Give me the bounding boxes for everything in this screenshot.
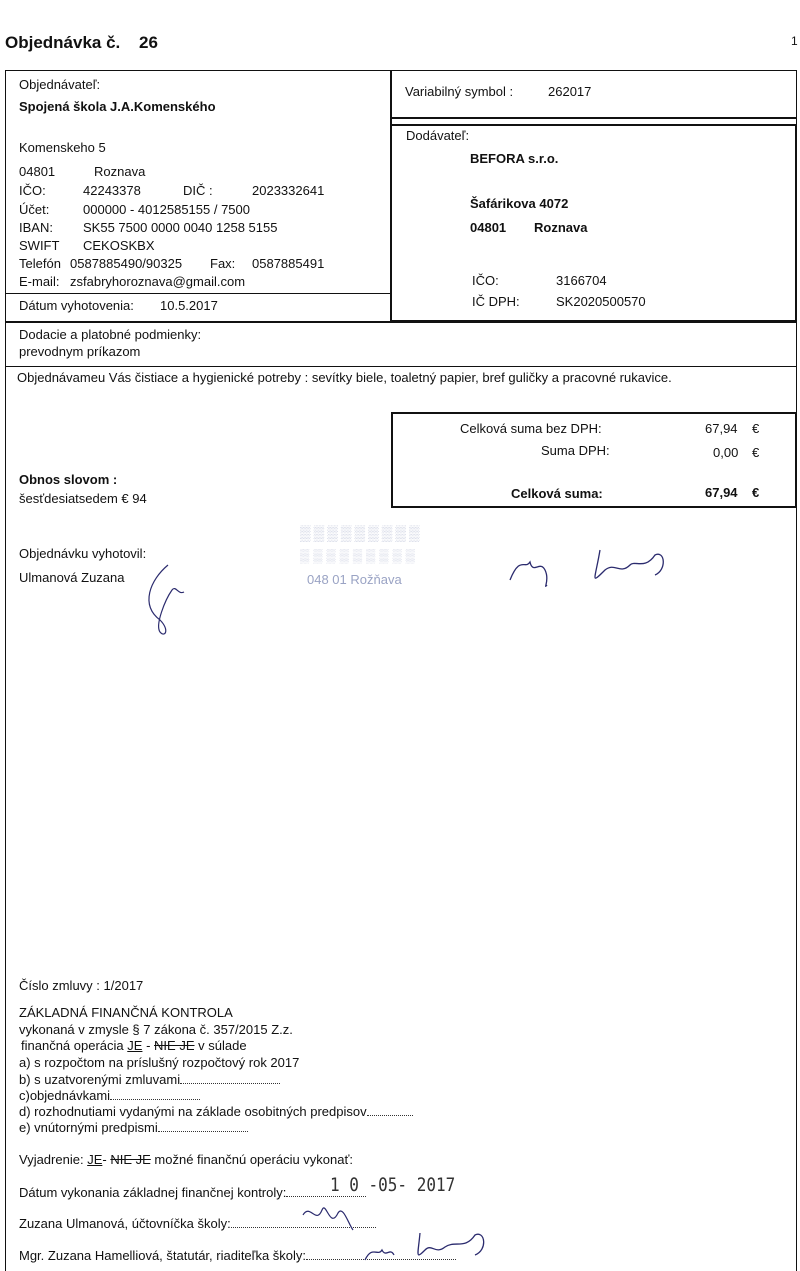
control-b-text: b) s uzatvorenými zmluvami — [19, 1072, 181, 1087]
buyer-zip: 04801 — [19, 164, 56, 179]
control-opinion — [19, 1152, 353, 1167]
buyer-account: 000000 - 4012585155 / 7500 — [83, 202, 250, 217]
contract-number: Číslo zmluvy : 1/2017 — [19, 978, 144, 993]
control-d — [19, 1104, 413, 1119]
buyer-email: zsfabryhoroznava@gmail.com — [70, 274, 246, 289]
buyer-swift-label: SWIFT — [19, 238, 60, 253]
terms-value: prevodnym príkazom — [19, 344, 141, 359]
control-e — [19, 1120, 248, 1135]
supplier-label: Dodávateľ: — [406, 128, 470, 143]
buyer-fax: 0587885491 — [252, 256, 325, 271]
control-title: ZÁKLADNÁ FINANČNÁ KONTROLA — [19, 1005, 233, 1020]
director-signature-bottom — [360, 1225, 500, 1270]
opinion-dash: - — [102, 1152, 107, 1167]
order-text: Objednávameu Vás čistiace a hygienické potreby : sevítky biele, toaletný papier, bref guličky a pracovné rukavice. — [17, 370, 672, 385]
accountant-signature — [298, 1195, 358, 1235]
terms-label: Dodacie a platobné podmienky: — [19, 327, 202, 342]
control-dash: - — [146, 1038, 151, 1053]
total-value: 67,94 — [705, 485, 738, 500]
buyer-iban-label: IBAN: — [19, 220, 53, 235]
opinion-text: možné finančnú operáciu vykonať: — [154, 1152, 353, 1167]
words-label: Obnos slovom : — [19, 472, 118, 487]
issued-by-label: Objednávku vyhotovil: — [19, 546, 147, 561]
buyer-swift: CEKOSKBX — [83, 238, 155, 253]
buyer-phone-label: Telefón — [19, 256, 61, 271]
buyer-ico-label: IČO: — [19, 183, 46, 198]
order-number: 26 — [139, 33, 158, 52]
buyer-ico: 42243378 — [83, 183, 141, 198]
vat-value: 0,00 — [713, 445, 739, 460]
net-label: Celková suma bez DPH: — [460, 421, 602, 436]
supplier-zip: 04801 — [470, 220, 507, 235]
supplier-icdph: SK2020500570 — [556, 294, 646, 309]
total-currency: € — [752, 485, 760, 500]
date-label: Dátum vyhotovenia: — [19, 298, 134, 313]
opinion-je: JE — [87, 1152, 103, 1167]
net-value: 67,94 — [705, 421, 738, 436]
control-op-label: finančná operácia — [21, 1038, 124, 1053]
document-title — [5, 33, 158, 53]
words-value: šesťdesiatsedem € 94 — [19, 491, 147, 506]
total-label: Celková suma: — [511, 486, 603, 501]
control-a: a) s rozpočtom na príslušný rozpočtový rok 2017 — [19, 1055, 300, 1070]
variable-symbol: 262017 — [548, 84, 592, 99]
control-c — [19, 1088, 200, 1103]
page-number: 1 — [791, 34, 798, 48]
control-line2 — [21, 1038, 247, 1053]
buyer-fax-label: Fax: — [210, 256, 236, 271]
accountant-label: Zuzana Ulmanová, účtovníčka školy: — [19, 1216, 231, 1231]
control-c-text: c)objednávkami — [19, 1088, 111, 1103]
control-nie-je: NIE JE — [154, 1038, 195, 1053]
divider — [6, 366, 796, 367]
control-e-text: e) vnútornými predpismi — [19, 1120, 158, 1135]
director-signature — [505, 540, 675, 600]
buyer-phone: 0587885490/90325 — [70, 256, 183, 271]
buyer-iban: SK55 7500 0000 0040 1258 5155 — [83, 220, 278, 235]
control-date-label: Dátum vykonania základnej finančnej kontroly: — [19, 1185, 287, 1200]
supplier-ico-label: IČO: — [472, 273, 499, 288]
issued-by-name: Ulmanová Zuzana — [19, 570, 125, 585]
divider — [390, 117, 796, 119]
divider — [6, 293, 390, 294]
stamp-lines: ▒▒▒▒▒▒▒▒▒ — [300, 548, 419, 563]
buyer-email-label: E-mail: — [19, 274, 60, 289]
buyer-city: Roznava — [94, 164, 146, 179]
control-d-text: d) rozhodnutiami vydanými na základe osobitných predpisov — [19, 1104, 367, 1119]
director-label: Mgr. Zuzana Hamelliová, štatutár, riaditeľka školy: — [19, 1248, 307, 1263]
control-je: JE — [127, 1038, 143, 1053]
vat-label: Suma DPH: — [541, 443, 610, 458]
control-op-suffix: v súlade — [198, 1038, 247, 1053]
buyer-street: Komenskeho 5 — [19, 140, 106, 155]
control-b — [19, 1072, 280, 1087]
variable-symbol-label: Variabilný symbol : — [405, 84, 514, 99]
buyer-account-label: Účet: — [19, 202, 50, 217]
stamp-lines: ▒▒▒▒▒▒▒▒▒ — [300, 525, 423, 542]
stamp-address: 048 01 Rožňava — [307, 572, 402, 587]
buyer-label: Objednávateľ: — [19, 77, 101, 92]
issue-date: 10.5.2017 — [160, 298, 218, 313]
issuer-signature — [140, 560, 200, 640]
opinion-nie-je: NIE JE — [110, 1152, 151, 1167]
control-date-stamp: 1 0 -05- 2017 — [330, 1173, 456, 1196]
title-label: Objednávka č. — [5, 33, 121, 52]
supplier-city: Roznava — [534, 220, 588, 235]
vat-currency: € — [752, 445, 760, 460]
opinion-label: Vyjadrenie: — [19, 1152, 84, 1167]
control-line1: vykonaná v zmysle § 7 zákona č. 357/2015 Z.z. — [19, 1022, 293, 1037]
supplier-box — [390, 124, 797, 322]
buyer-dic-label: DIČ : — [183, 183, 213, 198]
supplier-name: BEFORA s.r.o. — [470, 151, 559, 166]
supplier-street: Šafárikova 4072 — [470, 196, 569, 211]
supplier-icdph-label: IČ DPH: — [472, 294, 520, 309]
net-currency: € — [752, 421, 760, 436]
supplier-ico: 3166704 — [556, 273, 607, 288]
buyer-name: Spojená škola J.A.Komenského — [19, 99, 216, 114]
buyer-dic: 2023332641 — [252, 183, 325, 198]
